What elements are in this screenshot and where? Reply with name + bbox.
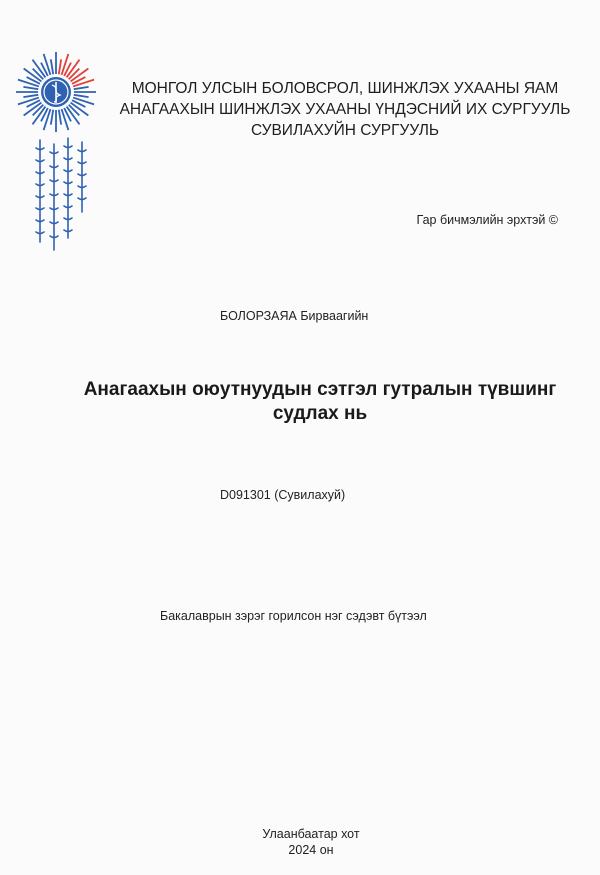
university-emblem-icon: [12, 52, 100, 252]
year: 2024 он: [288, 843, 334, 857]
ministry-name: МОНГОЛ УЛСЫН БОЛОВСРОЛ, ШИНЖЛЭХ УХААНЫ ЯАМ: [131, 80, 559, 97]
thesis-title: [40, 378, 600, 426]
city: Улаанбаатар хот: [262, 827, 360, 841]
program-code: D091301 (Сувилахуй): [220, 488, 346, 502]
school-name: СУВИЛАХУЙН СУРГУУЛЬ: [250, 122, 440, 139]
copyright-notice: Гар бичмэлийн эрхтэй ©: [416, 213, 558, 227]
university-name: АНАГААХЫН ШИНЖЛЭХ УХААНЫ ҮНДЭСНИЙ ИХ СУРГУУЛЬ: [119, 101, 571, 118]
thesis-title-line-2: судлах нь: [272, 403, 368, 424]
degree-statement: Бакалаврын зэрэг горилсон нэг сэдэвт бүтээл: [160, 609, 427, 623]
place-and-year: [0, 826, 600, 858]
thesis-title-line-1: Анагаахын оюутнуудын сэтгэл гутралын түвшинг: [83, 379, 557, 400]
ministry-header: [110, 78, 580, 141]
author-name: БОЛОРЗАЯА Бирваагийн: [220, 309, 369, 323]
